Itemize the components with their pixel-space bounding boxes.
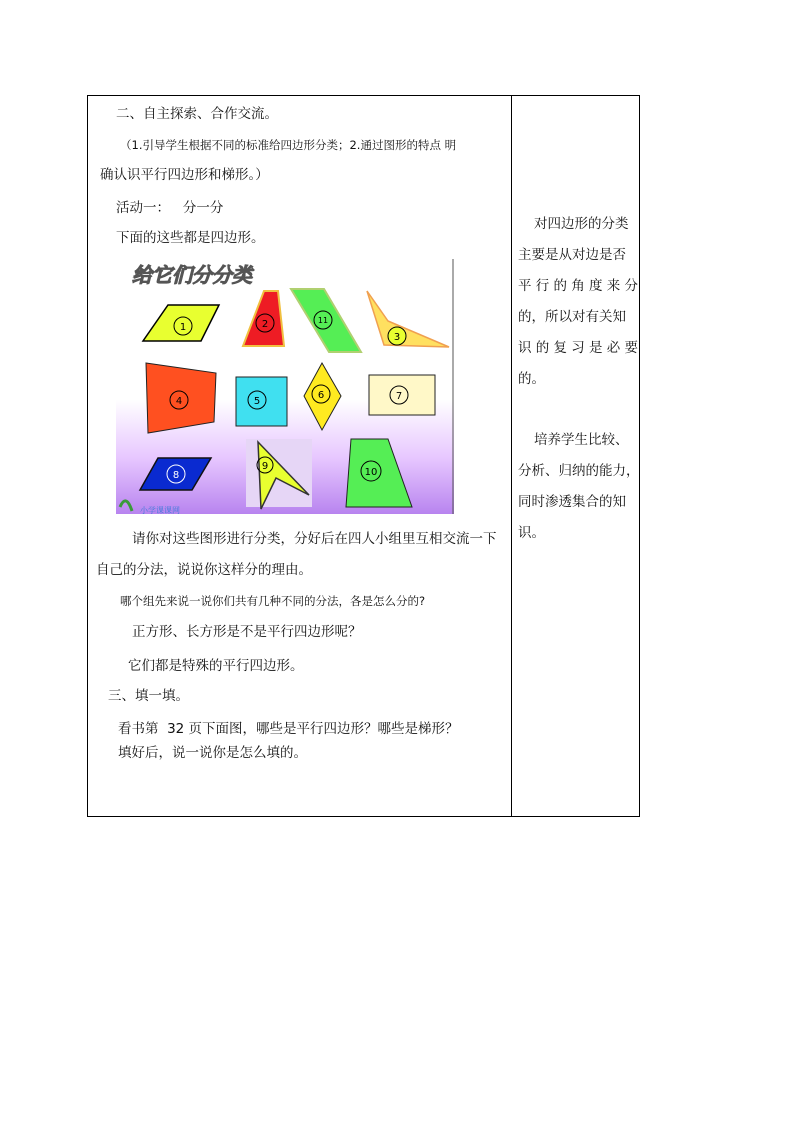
quadrilaterals-figure bbox=[116, 259, 454, 514]
svg-text:4: 4 bbox=[175, 396, 183, 407]
shape-7 bbox=[369, 375, 435, 415]
svg-text:2: 2 bbox=[261, 319, 269, 330]
book-line-1: 看书第 32 页下面图，哪些是平行四边形？哪些是梯形？ bbox=[118, 721, 459, 737]
section2-heading: 二、自主探索、合作交流。 bbox=[116, 106, 278, 122]
activity-label: 活动一： 分一分 bbox=[116, 200, 224, 216]
shape-4 bbox=[146, 363, 216, 433]
square-question: 正方形、长方形是不是平行四边形呢？ bbox=[132, 624, 362, 640]
lesson-table bbox=[87, 95, 640, 817]
question-text: 哪个组先来说一说你们共有几种不同的分法，各是怎么分的? bbox=[120, 594, 426, 608]
note2-line: 培养学生比较、 bbox=[534, 432, 629, 448]
svg-text:10: 10 bbox=[364, 467, 378, 478]
svg-text:7: 7 bbox=[395, 391, 403, 402]
task-line-1: 请你对这些图形进行分类，分好后在四人小组里互相交流一下 bbox=[132, 531, 497, 547]
intro-text: 下面的这些都是四边形。 bbox=[116, 230, 265, 246]
svg-text:6: 6 bbox=[317, 390, 325, 401]
column-divider bbox=[511, 96, 512, 816]
shape-5 bbox=[236, 377, 287, 426]
note-abilities bbox=[518, 425, 638, 549]
svg-text:9: 9 bbox=[261, 461, 269, 472]
book-line-2: 填好后，说一说你是怎么填的。 bbox=[118, 745, 307, 761]
svg-text:8: 8 bbox=[172, 470, 180, 481]
note1-line: 平行的角度来分 bbox=[518, 278, 638, 294]
note2-line: 同时渗透集合的知 bbox=[518, 494, 626, 510]
shape-9 bbox=[246, 439, 312, 509]
note2-line: 识。 bbox=[518, 525, 545, 541]
svg-text:5: 5 bbox=[253, 396, 261, 407]
task-line-2: 自己的分法，说说你这样分的理由。 bbox=[96, 562, 312, 578]
section3-heading: 三、填一填。 bbox=[108, 688, 189, 704]
quadrilaterals-image bbox=[116, 259, 454, 514]
svg-text:1: 1 bbox=[179, 322, 187, 333]
svg-text:3: 3 bbox=[393, 332, 401, 343]
note1-line: 的，所以对有关知 bbox=[518, 309, 626, 325]
note1-line: 主要是从对边是否 bbox=[518, 247, 626, 263]
square-answer: 它们都是特殊的平行四边形。 bbox=[128, 658, 304, 674]
note2-line: 分析、归纳的能力， bbox=[518, 463, 640, 479]
goal-line-1: （1.引导学生根据不同的标准给四边形分类；2.通过图形的特点 明 bbox=[120, 138, 457, 152]
goal-line-2: 确认识平行四边形和梯形。） bbox=[100, 167, 269, 183]
note1-line: 识的复习是必要 bbox=[518, 340, 638, 356]
note1-line: 对四边形的分类 bbox=[534, 216, 629, 232]
note1-line: 的。 bbox=[518, 371, 545, 387]
image-title: 给它们分分类 bbox=[132, 263, 252, 287]
svg-text:11: 11 bbox=[317, 316, 329, 325]
svg-text:小学课课网: 小学课课网 bbox=[140, 506, 180, 514]
note-classification bbox=[518, 209, 638, 395]
